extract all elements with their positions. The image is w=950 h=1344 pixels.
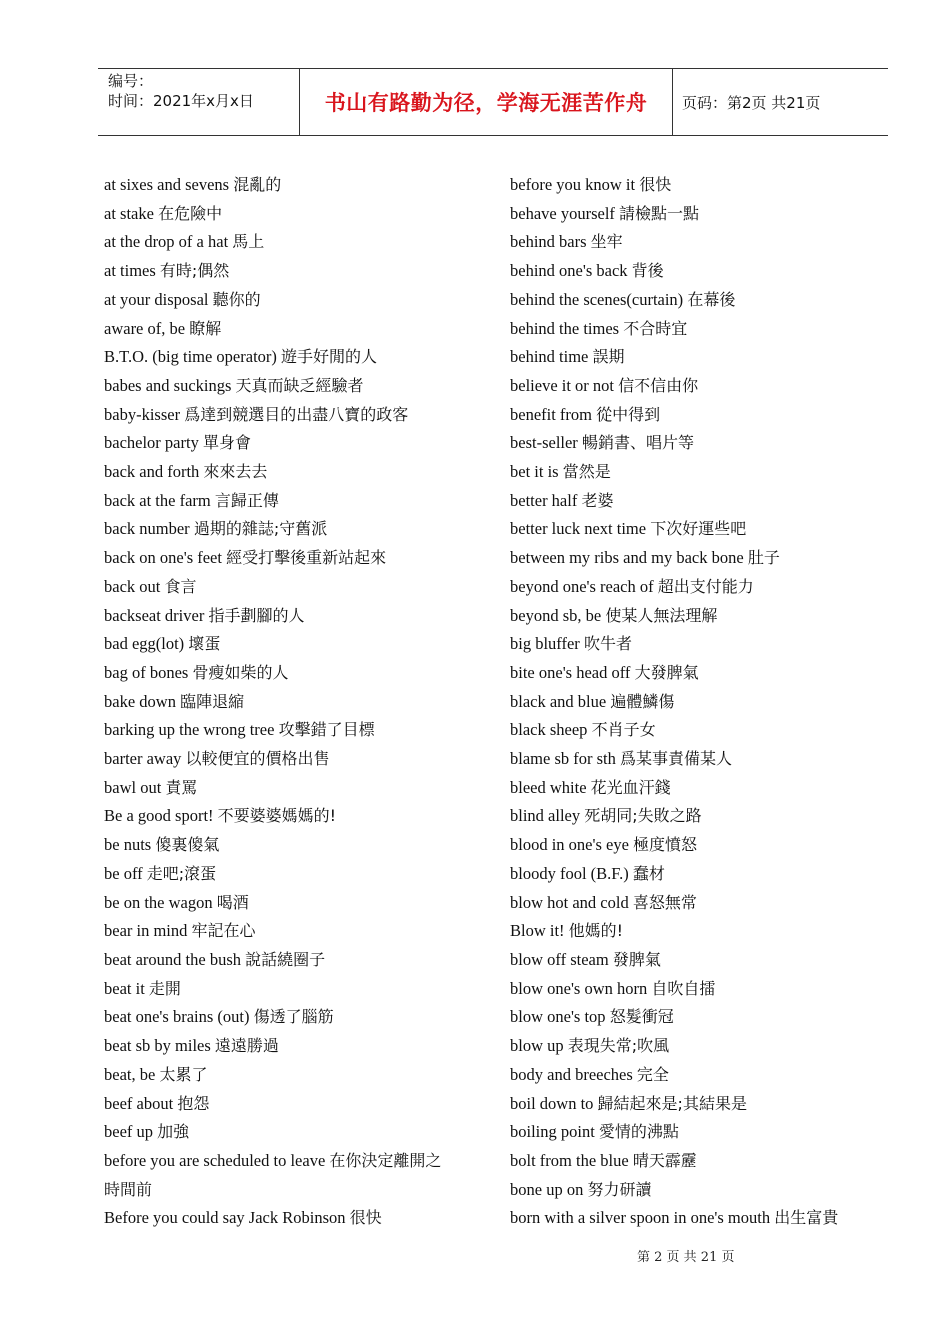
idiom-chinese: 時間前 xyxy=(104,1179,153,1199)
idiom-english: better half xyxy=(510,490,578,510)
idiom-entry xyxy=(510,257,875,286)
idiom-entry xyxy=(104,458,476,487)
idiom-entry xyxy=(104,716,476,745)
idiom-english: bad egg(lot) xyxy=(104,634,185,654)
idiom-chinese: 從中得到 xyxy=(596,404,661,424)
idiom-chinese: 大發脾氣 xyxy=(634,662,699,682)
idiom-english: blame sb for sth xyxy=(510,749,616,769)
idiom-chinese: 太累了 xyxy=(159,1064,208,1084)
idiom-entry xyxy=(104,343,476,372)
idiom-entry xyxy=(104,1090,476,1119)
idiom-entry xyxy=(510,1204,875,1233)
idiom-entry xyxy=(510,315,875,344)
idiom-entry xyxy=(510,602,875,631)
idiom-chinese: 當然是 xyxy=(562,462,611,482)
idiom-chinese: 壞蛋 xyxy=(188,634,221,654)
idiom-chinese: 在幕後 xyxy=(687,289,736,309)
idiom-english: behind one's back xyxy=(510,261,628,281)
idiom-english: beat one's brains (out) xyxy=(104,1007,250,1027)
idiom-entry xyxy=(104,1118,476,1147)
idiom-entry xyxy=(104,802,476,831)
idiom-entry xyxy=(510,774,875,803)
idiom-entry xyxy=(104,286,476,315)
idiom-entry xyxy=(510,860,875,889)
idiom-entry xyxy=(104,774,476,803)
idiom-chinese: 加強 xyxy=(157,1122,190,1142)
idiom-english: black sheep xyxy=(510,720,588,740)
idiom-entry xyxy=(104,372,476,401)
idiom-chinese: 混亂的 xyxy=(233,175,282,194)
idiom-entry xyxy=(510,343,875,372)
idiom-english: bag of bones xyxy=(104,662,189,682)
idiom-entry xyxy=(510,372,875,401)
idiom-chinese: 暢銷書、唱片等 xyxy=(581,433,694,453)
idiom-chinese: 表現失常;吹風 xyxy=(567,1036,670,1056)
idiom-entry xyxy=(104,573,476,602)
idiom-entry xyxy=(510,1118,875,1147)
idiom-english: blow one's own horn xyxy=(510,978,648,998)
idiom-entry xyxy=(510,716,875,745)
idiom-chinese: 坐牢 xyxy=(590,232,623,252)
idiom-chinese: 走開 xyxy=(148,978,181,998)
idiom-entry xyxy=(104,315,476,344)
idiom-entry xyxy=(104,889,476,918)
header-motto: 书山有路勤为径，学海无涯苦作舟 xyxy=(324,91,648,115)
idiom-english: beyond sb, be xyxy=(510,605,602,625)
page-header xyxy=(98,68,888,136)
idiom-chinese: 在你決定離開之 xyxy=(329,1150,442,1170)
idiom-chinese: 請檢點一點 xyxy=(619,203,700,223)
idiom-english: blow one's top xyxy=(510,1007,606,1027)
idiom-chinese: 遊手好閒的人 xyxy=(281,347,378,367)
idiom-chinese: 遍體鱗傷 xyxy=(610,691,675,711)
idiom-english: behind the scenes(curtain) xyxy=(510,289,684,309)
idiom-english: beef about xyxy=(104,1093,174,1113)
idiom-chinese: 吹牛者 xyxy=(583,634,632,654)
idiom-entry xyxy=(104,975,476,1004)
idiom-english: beat around the bush xyxy=(104,949,242,969)
idiom-english: back on one's feet xyxy=(104,548,222,568)
idiom-entry xyxy=(104,544,476,573)
idiom-english: back and forth xyxy=(104,462,200,482)
idiom-english: be on the wagon xyxy=(104,892,213,912)
idiom-chinese: 單身會 xyxy=(202,433,251,453)
idiom-chinese: 走吧;滾蛋 xyxy=(146,863,217,883)
idiom-chinese: 不肖子女 xyxy=(591,720,656,740)
idiom-entry xyxy=(104,630,476,659)
idiom-entry xyxy=(510,1176,875,1205)
idiom-entry xyxy=(510,200,875,229)
idiom-english: back at the farm xyxy=(104,490,211,510)
idiom-chinese: 下次好運些吧 xyxy=(650,519,747,539)
idiom-english: beat, be xyxy=(104,1064,156,1084)
idiom-english: bear in mind xyxy=(104,921,188,941)
idiom-english: bone up on xyxy=(510,1179,584,1199)
idiom-english: backseat driver xyxy=(104,605,205,625)
idiom-entry xyxy=(510,802,875,831)
idiom-english: bolt from the blue xyxy=(510,1150,629,1170)
idiom-chinese: 臨陣退縮 xyxy=(180,691,245,711)
idiom-entry xyxy=(104,429,476,458)
idiom-entry xyxy=(104,487,476,516)
idiom-entry xyxy=(510,286,875,315)
idiom-chinese: 很快 xyxy=(639,175,672,194)
idiom-chinese: 責罵 xyxy=(165,777,198,797)
idiom-chinese: 骨瘦如柴的人 xyxy=(192,662,289,682)
idiom-entry xyxy=(510,515,875,544)
idiom-chinese: 遠遠勝過 xyxy=(214,1036,279,1056)
idiom-chinese: 肚子 xyxy=(747,548,780,568)
idiom-english: best-seller xyxy=(510,433,578,453)
idiom-entry xyxy=(104,1003,476,1032)
idiom-chinese: 不要婆婆媽媽的! xyxy=(217,806,337,826)
idiom-chinese: 說話繞圈子 xyxy=(245,949,326,969)
idiom-chinese: 指手劃腳的人 xyxy=(208,605,305,625)
idiom-entry xyxy=(104,946,476,975)
idiom-chinese: 爲某事責備某人 xyxy=(619,749,732,769)
idiom-entry xyxy=(510,745,875,774)
idiom-english: believe it or not xyxy=(510,375,615,395)
idiom-english: baby-kisser xyxy=(104,404,181,424)
idiom-english: at stake xyxy=(104,203,154,223)
idiom-english: blow hot and cold xyxy=(510,892,629,912)
idiom-entry xyxy=(104,602,476,631)
idiom-entry xyxy=(104,1204,476,1233)
idiom-english: benefit from xyxy=(510,404,593,424)
idiom-english: beat it xyxy=(104,978,145,998)
idiom-chinese: 歸結起來是;其結果是 xyxy=(597,1093,747,1113)
idiom-chinese: 使某人無法理解 xyxy=(605,605,718,625)
idiom-entry xyxy=(510,171,875,200)
idiom-chinese: 發脾氣 xyxy=(612,949,661,969)
idiom-entry xyxy=(510,544,875,573)
idiom-chinese: 愛情的沸點 xyxy=(598,1122,679,1142)
serial-label: 编号： xyxy=(108,72,154,90)
idiom-chinese: 喝酒 xyxy=(216,892,249,912)
header-meta xyxy=(108,71,254,111)
idiom-entry xyxy=(104,688,476,717)
idiom-chinese: 食言 xyxy=(164,576,197,596)
idiom-english: be off xyxy=(104,863,143,883)
idiom-english: Before you could say Jack Robinson xyxy=(104,1208,346,1228)
idiom-chinese: 老婆 xyxy=(581,490,614,510)
idiom-chinese: 攻擊錯了目標 xyxy=(278,720,375,740)
idiom-chinese: 傻裏傻氣 xyxy=(155,835,220,855)
idiom-chinese: 出生富貴 xyxy=(774,1208,839,1228)
idiom-english: born with a silver spoon in one's mouth xyxy=(510,1208,771,1228)
idiom-entry xyxy=(510,1090,875,1119)
idiom-chinese: 抱怨 xyxy=(177,1093,210,1113)
idiom-english: behave yourself xyxy=(510,203,615,223)
idiom-entry xyxy=(104,171,476,200)
idiom-entry xyxy=(510,659,875,688)
idiom-english: at times xyxy=(104,261,156,281)
idiom-english: B.T.O. (big time operator) xyxy=(104,347,277,367)
idiom-english: body and breeches xyxy=(510,1064,633,1084)
idiom-chinese: 過期的雜誌;守舊派 xyxy=(193,519,328,539)
idiom-entry xyxy=(104,200,476,229)
idiom-entry xyxy=(510,630,875,659)
idiom-english: behind time xyxy=(510,347,589,367)
idiom-entry xyxy=(510,429,875,458)
idiom-chinese: 超出支付能力 xyxy=(657,576,754,596)
idiom-english: Be a good sport! xyxy=(104,806,214,826)
idiom-english: before you know it xyxy=(510,175,636,194)
left-column xyxy=(104,171,476,1233)
right-column xyxy=(510,171,875,1233)
idiom-chinese: 以較便宜的價格出售 xyxy=(185,749,330,769)
idiom-entry xyxy=(104,228,476,257)
page-footer: 第 2 页 共 21 页 xyxy=(637,1250,735,1265)
idiom-english: barking up the wrong tree xyxy=(104,720,275,740)
idiom-entry xyxy=(104,1061,476,1090)
idiom-entry xyxy=(104,860,476,889)
idiom-entry xyxy=(510,487,875,516)
idiom-english: boil down to xyxy=(510,1093,594,1113)
idiom-chinese: 晴天霹靂 xyxy=(632,1150,697,1170)
idiom-english: at your disposal xyxy=(104,289,209,309)
idiom-english: bloody fool (B.F.) xyxy=(510,863,629,883)
idiom-chinese: 信不信由你 xyxy=(618,375,699,395)
idiom-chinese: 不合時宜 xyxy=(623,318,688,338)
idiom-chinese: 天真而缺乏經驗者 xyxy=(235,375,364,395)
idiom-chinese: 爲達到競選目的出盡八寶的政客 xyxy=(184,404,409,424)
idiom-english: blood in one's eye xyxy=(510,835,629,855)
idiom-entry xyxy=(510,688,875,717)
idiom-entry xyxy=(104,917,476,946)
idiom-entry xyxy=(510,1147,875,1176)
idiom-english: beyond one's reach of xyxy=(510,576,654,596)
idiom-chinese: 蠢材 xyxy=(632,863,665,883)
idiom-chinese: 誤期 xyxy=(592,347,625,367)
idiom-entry xyxy=(510,975,875,1004)
idiom-english: bawl out xyxy=(104,777,162,797)
idiom-chinese: 經受打擊後重新站起來 xyxy=(226,548,387,568)
idiom-entry xyxy=(104,1032,476,1061)
idiom-chinese: 極度憤怒 xyxy=(633,835,698,855)
idiom-english: behind the times xyxy=(510,318,620,338)
idiom-entry xyxy=(510,946,875,975)
idiom-entry xyxy=(510,573,875,602)
idiom-entry xyxy=(104,659,476,688)
idiom-english: better luck next time xyxy=(510,519,647,539)
idiom-english: blind alley xyxy=(510,806,581,826)
idiom-english: between my ribs and my back bone xyxy=(510,548,744,568)
idiom-entry xyxy=(104,745,476,774)
header-divider xyxy=(672,69,673,135)
idiom-entry xyxy=(104,515,476,544)
idiom-english: back number xyxy=(104,519,190,539)
idiom-english: beat sb by miles xyxy=(104,1036,211,1056)
idiom-english: bake down xyxy=(104,691,176,711)
idiom-english: blow up xyxy=(510,1036,564,1056)
idiom-english: barter away xyxy=(104,749,182,769)
idiom-chinese: 牢記在心 xyxy=(191,921,256,941)
idiom-english: babes and suckings xyxy=(104,375,232,395)
idiom-entry xyxy=(510,401,875,430)
idiom-entry xyxy=(510,1032,875,1061)
idiom-entry xyxy=(510,889,875,918)
idiom-chinese: 怒髮衝冠 xyxy=(609,1007,674,1027)
idiom-chinese: 傷透了腦筋 xyxy=(253,1007,334,1027)
idiom-entry xyxy=(510,1003,875,1032)
idiom-english: Blow it! xyxy=(510,921,565,941)
idiom-entry xyxy=(104,831,476,860)
idiom-entry xyxy=(510,917,875,946)
time-label: 时间：2021年x月x日 xyxy=(108,92,254,110)
idiom-entry xyxy=(104,257,476,286)
idiom-chinese: 在危險中 xyxy=(158,203,223,223)
idiom-chinese: 瞭解 xyxy=(189,318,222,338)
idiom-chinese: 來來去去 xyxy=(203,462,268,482)
idiom-english: aware of, be xyxy=(104,318,186,338)
idiom-english: black and blue xyxy=(510,691,607,711)
idiom-chinese: 花光血汗錢 xyxy=(590,777,671,797)
idiom-chinese: 有時;偶然 xyxy=(159,261,230,281)
idiom-chinese: 死胡同;失敗之路 xyxy=(584,806,702,826)
idiom-chinese: 他媽的! xyxy=(568,921,624,941)
idiom-chinese: 背後 xyxy=(631,261,664,281)
idiom-english: bleed white xyxy=(510,777,587,797)
header-page-info: 页码：第2页 共21页 xyxy=(682,93,821,112)
idiom-chinese: 言歸正傳 xyxy=(214,490,279,510)
idiom-chinese: 馬上 xyxy=(232,232,265,252)
idiom-chinese: 努力研讀 xyxy=(587,1179,652,1199)
idiom-english: bachelor party xyxy=(104,433,199,453)
idiom-english: before you are scheduled to leave xyxy=(104,1150,326,1170)
idiom-english: beef up xyxy=(104,1122,154,1142)
idiom-english: boiling point xyxy=(510,1122,595,1142)
idiom-english: at the drop of a hat xyxy=(104,232,229,252)
idiom-entry xyxy=(510,831,875,860)
idiom-chinese: 完全 xyxy=(636,1064,669,1084)
idiom-entry xyxy=(104,1147,476,1176)
idiom-english: behind bars xyxy=(510,232,587,252)
idiom-entry xyxy=(510,228,875,257)
idiom-chinese: 很快 xyxy=(349,1208,382,1228)
idiom-chinese: 聽你的 xyxy=(212,289,261,309)
idiom-english: bite one's head off xyxy=(510,662,631,682)
idiom-entry xyxy=(510,1061,875,1090)
idiom-chinese: 自吹自擂 xyxy=(651,978,716,998)
idiom-entry xyxy=(510,458,875,487)
idiom-english: be nuts xyxy=(104,835,152,855)
idiom-english: bet it is xyxy=(510,462,559,482)
idiom-english: back out xyxy=(104,576,161,596)
idiom-english: blow off steam xyxy=(510,949,609,969)
idiom-entry xyxy=(104,401,476,430)
idiom-english: at sixes and sevens xyxy=(104,175,230,194)
idiom-chinese: 喜怒無常 xyxy=(632,892,697,912)
idiom-english: big bluffer xyxy=(510,634,580,654)
idiom-entry xyxy=(104,1176,476,1205)
